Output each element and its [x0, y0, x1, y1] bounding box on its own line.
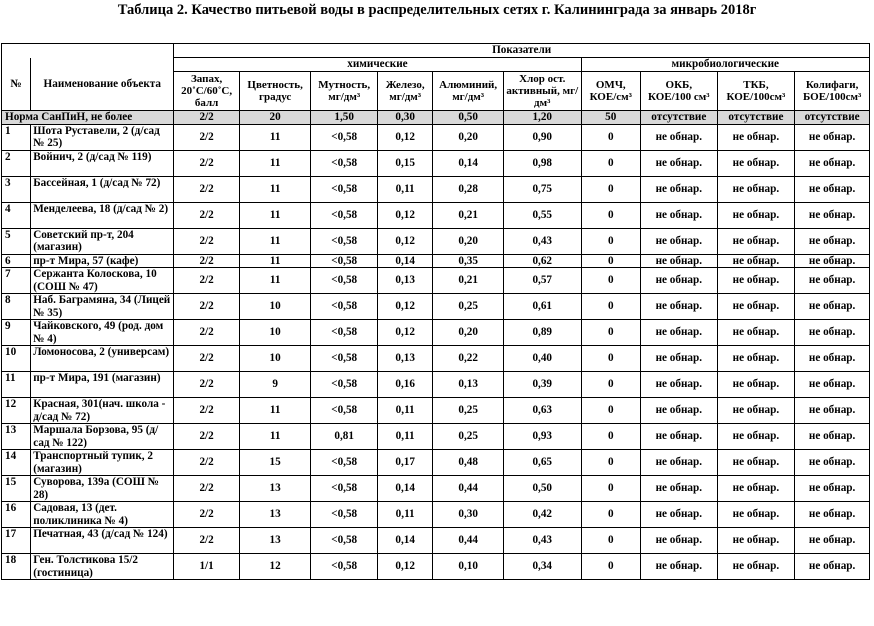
row-number: 12 [2, 398, 31, 424]
object-name: Наб. Баграмяна, 34 (Лицей № 35) [31, 294, 174, 320]
col-header-okb: ОКБ, КОЕ/100 см³ [641, 72, 718, 111]
cell-color: 11 [239, 202, 311, 228]
table-row [2, 268, 870, 294]
cell-aluminum: 0,44 [433, 476, 504, 502]
cell-omch: 0 [581, 294, 640, 320]
cell-odor: 2/2 [174, 502, 240, 528]
cell-chlorine: 0,43 [503, 228, 581, 254]
cell-color: 9 [239, 372, 311, 398]
object-name: Садовая, 13 (дет. поликлиника № 4) [31, 502, 174, 528]
cell-odor: 2/2 [174, 476, 240, 502]
cell-tkb: не обнар. [717, 268, 795, 294]
cell-iron: 0,12 [377, 294, 432, 320]
cell-okb: не обнар. [641, 372, 718, 398]
cell-color: 15 [239, 450, 311, 476]
cell-tkb: не обнар. [717, 124, 795, 150]
cell-aluminum: 0,48 [433, 450, 504, 476]
cell-coliphages: не обнар. [795, 372, 870, 398]
cell-turbidity: <0,58 [311, 254, 378, 268]
row-number: 1 [2, 124, 31, 150]
cell-iron: 0,14 [377, 254, 432, 268]
row-number: 3 [2, 176, 31, 202]
col-header-aluminum: Алюминий, мг/дм³ [433, 72, 504, 111]
cell-color: 11 [239, 254, 311, 268]
cell-omch: 0 [581, 502, 640, 528]
norm-value-iron: 0,30 [377, 111, 432, 125]
object-name: пр-т Мира, 191 (магазин) [31, 372, 174, 398]
table-row [2, 294, 870, 320]
cell-turbidity: <0,58 [311, 398, 378, 424]
cell-odor: 2/2 [174, 228, 240, 254]
cell-okb: не обнар. [641, 124, 718, 150]
cell-okb: не обнар. [641, 450, 718, 476]
cell-coliphages: не обнар. [795, 450, 870, 476]
cell-odor: 2/2 [174, 372, 240, 398]
cell-chlorine: 0,57 [503, 268, 581, 294]
norm-value-chlorine: 1,20 [503, 111, 581, 125]
cell-turbidity: <0,58 [311, 202, 378, 228]
cell-chlorine: 0,55 [503, 202, 581, 228]
cell-aluminum: 0,14 [433, 150, 504, 176]
cell-tkb: не обнар. [717, 320, 795, 346]
cell-omch: 0 [581, 254, 640, 268]
cell-tkb: не обнар. [717, 254, 795, 268]
cell-iron: 0,12 [377, 228, 432, 254]
cell-iron: 0,11 [377, 502, 432, 528]
table-row [2, 228, 870, 254]
cell-odor: 2/2 [174, 320, 240, 346]
cell-iron: 0,15 [377, 150, 432, 176]
cell-coliphages: не обнар. [795, 476, 870, 502]
cell-aluminum: 0,21 [433, 268, 504, 294]
row-number: 4 [2, 202, 31, 228]
cell-coliphages: не обнар. [795, 176, 870, 202]
col-header-coliphages: Колифаги, БОЕ/100см³ [795, 72, 870, 111]
cell-iron: 0,14 [377, 528, 432, 554]
cell-odor: 2/2 [174, 294, 240, 320]
norm-value-aluminum: 0,50 [433, 111, 504, 125]
cell-coliphages: не обнар. [795, 202, 870, 228]
cell-omch: 0 [581, 450, 640, 476]
cell-turbidity: <0,58 [311, 528, 378, 554]
table-row [2, 346, 870, 372]
cell-color: 11 [239, 150, 311, 176]
table-row [2, 528, 870, 554]
cell-omch: 0 [581, 554, 640, 580]
cell-aluminum: 0,20 [433, 320, 504, 346]
cell-chlorine: 0,89 [503, 320, 581, 346]
norm-value-tkb: отсутствие [717, 111, 795, 125]
cell-tkb: не обнар. [717, 476, 795, 502]
cell-odor: 2/2 [174, 268, 240, 294]
cell-iron: 0,12 [377, 202, 432, 228]
cell-aluminum: 0,44 [433, 528, 504, 554]
col-header-color: Цветность, градус [239, 72, 311, 111]
cell-tkb: не обнар. [717, 176, 795, 202]
cell-iron: 0,11 [377, 424, 432, 450]
cell-coliphages: не обнар. [795, 424, 870, 450]
cell-tkb: не обнар. [717, 150, 795, 176]
row-number: 5 [2, 228, 31, 254]
row-number: 8 [2, 294, 31, 320]
object-name: Войнич, 2 (д/сад № 119) [31, 150, 174, 176]
row-number: 17 [2, 528, 31, 554]
cell-coliphages: не обнар. [795, 254, 870, 268]
cell-odor: 2/2 [174, 346, 240, 372]
cell-turbidity: <0,58 [311, 150, 378, 176]
cell-omch: 0 [581, 228, 640, 254]
object-name: Советский пр-т, 204 (магазин) [31, 228, 174, 254]
object-name: Сержанта Колоскова, 10 (СОШ № 47) [31, 268, 174, 294]
object-name: Печатная, 43 (д/сад № 124) [31, 528, 174, 554]
cell-turbidity: <0,58 [311, 502, 378, 528]
cell-aluminum: 0,35 [433, 254, 504, 268]
cell-aluminum: 0,28 [433, 176, 504, 202]
cell-iron: 0,14 [377, 476, 432, 502]
cell-okb: не обнар. [641, 150, 718, 176]
cell-turbidity: <0,58 [311, 228, 378, 254]
norm-value-okb: отсутствие [641, 111, 718, 125]
cell-tkb: не обнар. [717, 424, 795, 450]
cell-iron: 0,13 [377, 346, 432, 372]
cell-coliphages: не обнар. [795, 528, 870, 554]
cell-tkb: не обнар. [717, 294, 795, 320]
cell-chlorine: 0,43 [503, 528, 581, 554]
col-header-iron: Железо, мг/дм³ [377, 72, 432, 111]
cell-omch: 0 [581, 176, 640, 202]
cell-chlorine: 0,61 [503, 294, 581, 320]
cell-color: 13 [239, 502, 311, 528]
table-row [2, 254, 870, 268]
table-row [2, 202, 870, 228]
object-name: Ген. Толстикова 15/2 (гостиница) [31, 554, 174, 580]
cell-odor: 2/2 [174, 528, 240, 554]
cell-aluminum: 0,10 [433, 554, 504, 580]
cell-turbidity: <0,58 [311, 320, 378, 346]
cell-odor: 1/1 [174, 554, 240, 580]
microbiological-header: микробиологические [581, 58, 869, 72]
cell-odor: 2/2 [174, 398, 240, 424]
row-number: 2 [2, 150, 31, 176]
cell-okb: не обнар. [641, 424, 718, 450]
cell-color: 11 [239, 176, 311, 202]
cell-chlorine: 0,63 [503, 398, 581, 424]
cell-turbidity: 0,81 [311, 424, 378, 450]
cell-okb: не обнар. [641, 176, 718, 202]
cell-omch: 0 [581, 346, 640, 372]
cell-omch: 0 [581, 268, 640, 294]
cell-turbidity: <0,58 [311, 176, 378, 202]
cell-okb: не обнар. [641, 202, 718, 228]
cell-chlorine: 0,50 [503, 476, 581, 502]
table-row [2, 176, 870, 202]
cell-odor: 2/2 [174, 254, 240, 268]
col-header-omch: ОМЧ, КОЕ/см³ [581, 72, 640, 111]
cell-odor: 2/2 [174, 202, 240, 228]
cell-color: 11 [239, 424, 311, 450]
page-title: Таблица 2. Качество питьевой воды в распределительных сетях г. Калининграда за январь 2018г [117, 2, 757, 18]
cell-chlorine: 0,40 [503, 346, 581, 372]
cell-coliphages: не обнар. [795, 124, 870, 150]
row-number: 11 [2, 372, 31, 398]
cell-turbidity: <0,58 [311, 294, 378, 320]
cell-color: 10 [239, 320, 311, 346]
cell-color: 11 [239, 228, 311, 254]
cell-omch: 0 [581, 320, 640, 346]
object-name: Маршала Борзова, 95 (д/сад № 122) [31, 424, 174, 450]
cell-tkb: не обнар. [717, 450, 795, 476]
cell-aluminum: 0,22 [433, 346, 504, 372]
cell-aluminum: 0,25 [433, 424, 504, 450]
cell-coliphages: не обнар. [795, 228, 870, 254]
row-number: 15 [2, 476, 31, 502]
cell-okb: не обнар. [641, 320, 718, 346]
cell-okb: не обнар. [641, 346, 718, 372]
cell-turbidity: <0,58 [311, 268, 378, 294]
table-row [2, 424, 870, 450]
col-header-odor: Запах, 20˚С/60˚С, балл [174, 72, 240, 111]
cell-coliphages: не обнар. [795, 502, 870, 528]
object-name: Транспортный тупик, 2 (магазин) [31, 450, 174, 476]
cell-tkb: не обнар. [717, 372, 795, 398]
norm-label: Норма СанПиН, не более [2, 111, 174, 125]
table-row [2, 150, 870, 176]
cell-okb: не обнар. [641, 502, 718, 528]
cell-turbidity: <0,58 [311, 124, 378, 150]
cell-odor: 2/2 [174, 150, 240, 176]
cell-color: 11 [239, 124, 311, 150]
table-row [2, 124, 870, 150]
cell-tkb: не обнар. [717, 502, 795, 528]
object-name: Шота Руставели, 2 (д/сад № 25) [31, 124, 174, 150]
cell-coliphages: не обнар. [795, 150, 870, 176]
cell-okb: не обнар. [641, 254, 718, 268]
cell-okb: не обнар. [641, 528, 718, 554]
cell-turbidity: <0,58 [311, 476, 378, 502]
row-number: 14 [2, 450, 31, 476]
cell-iron: 0,12 [377, 320, 432, 346]
cell-chlorine: 0,42 [503, 502, 581, 528]
table-row [2, 502, 870, 528]
cell-chlorine: 0,65 [503, 450, 581, 476]
cell-color: 10 [239, 294, 311, 320]
cell-turbidity: <0,58 [311, 346, 378, 372]
object-name: Ломоносова, 2 (универсам) [31, 346, 174, 372]
norm-value-turbidity: 1,50 [311, 111, 378, 125]
cell-okb: не обнар. [641, 554, 718, 580]
cell-tkb: не обнар. [717, 202, 795, 228]
object-name: Бассейная, 1 (д/сад № 72) [31, 176, 174, 202]
cell-omch: 0 [581, 372, 640, 398]
cell-okb: не обнар. [641, 268, 718, 294]
cell-odor: 2/2 [174, 450, 240, 476]
row-number: 16 [2, 502, 31, 528]
cell-okb: не обнар. [641, 228, 718, 254]
object-name: Менделеева, 18 (д/сад № 2) [31, 202, 174, 228]
table-row [2, 372, 870, 398]
cell-chlorine: 0,62 [503, 254, 581, 268]
cell-tkb: не обнар. [717, 398, 795, 424]
header-spacer [2, 44, 31, 58]
cell-iron: 0,11 [377, 398, 432, 424]
cell-chlorine: 0,93 [503, 424, 581, 450]
cell-turbidity: <0,58 [311, 372, 378, 398]
row-number: 13 [2, 424, 31, 450]
row-number: 7 [2, 268, 31, 294]
cell-iron: 0,17 [377, 450, 432, 476]
object-name: пр-т Мира, 57 (кафе) [31, 254, 174, 268]
col-header-turbidity: Мутность, мг/дм³ [311, 72, 378, 111]
row-number: 6 [2, 254, 31, 268]
object-header: Наименование объекта [31, 58, 174, 111]
col-header-chlorine: Хлор ост. активный, мг/дм³ [503, 72, 581, 111]
cell-omch: 0 [581, 202, 640, 228]
header-spacer [31, 44, 174, 58]
cell-chlorine: 0,34 [503, 554, 581, 580]
table-row [2, 320, 870, 346]
cell-omch: 0 [581, 476, 640, 502]
cell-chlorine: 0,90 [503, 124, 581, 150]
cell-odor: 2/2 [174, 176, 240, 202]
cell-odor: 2/2 [174, 424, 240, 450]
cell-coliphages: не обнар. [795, 268, 870, 294]
row-number: 9 [2, 320, 31, 346]
cell-aluminum: 0,13 [433, 372, 504, 398]
cell-chlorine: 0,39 [503, 372, 581, 398]
table-row [2, 554, 870, 580]
cell-aluminum: 0,30 [433, 502, 504, 528]
norm-value-omch: 50 [581, 111, 640, 125]
cell-omch: 0 [581, 150, 640, 176]
cell-tkb: не обнар. [717, 528, 795, 554]
cell-omch: 0 [581, 124, 640, 150]
cell-color: 11 [239, 268, 311, 294]
cell-coliphages: не обнар. [795, 320, 870, 346]
cell-odor: 2/2 [174, 124, 240, 150]
cell-okb: не обнар. [641, 294, 718, 320]
cell-iron: 0,12 [377, 124, 432, 150]
cell-coliphages: не обнар. [795, 294, 870, 320]
indicators-header: Показатели [174, 44, 870, 58]
cell-coliphages: не обнар. [795, 346, 870, 372]
cell-okb: не обнар. [641, 398, 718, 424]
cell-coliphages: не обнар. [795, 398, 870, 424]
cell-iron: 0,11 [377, 176, 432, 202]
cell-iron: 0,12 [377, 554, 432, 580]
cell-omch: 0 [581, 398, 640, 424]
cell-tkb: не обнар. [717, 228, 795, 254]
cell-coliphages: не обнар. [795, 554, 870, 580]
object-name: Суворова, 139а (СОШ № 28) [31, 476, 174, 502]
norm-value-coliphages: отсутствие [795, 111, 870, 125]
cell-aluminum: 0,25 [433, 398, 504, 424]
cell-chlorine: 0,75 [503, 176, 581, 202]
norm-value-odor: 2/2 [174, 111, 240, 125]
cell-turbidity: <0,58 [311, 450, 378, 476]
cell-turbidity: <0,58 [311, 554, 378, 580]
cell-iron: 0,16 [377, 372, 432, 398]
chemical-header: химические [174, 58, 581, 72]
cell-iron: 0,13 [377, 268, 432, 294]
water-quality-table [1, 43, 870, 580]
cell-tkb: не обнар. [717, 346, 795, 372]
cell-aluminum: 0,21 [433, 202, 504, 228]
cell-omch: 0 [581, 424, 640, 450]
norm-value-color: 20 [239, 111, 311, 125]
object-name: Чайковского, 49 (род. дом № 4) [31, 320, 174, 346]
cell-aluminum: 0,20 [433, 124, 504, 150]
table-row [2, 476, 870, 502]
cell-color: 10 [239, 346, 311, 372]
cell-aluminum: 0,25 [433, 294, 504, 320]
cell-tkb: не обнар. [717, 554, 795, 580]
table-row [2, 450, 870, 476]
row-number: 18 [2, 554, 31, 580]
cell-color: 11 [239, 398, 311, 424]
cell-color: 13 [239, 476, 311, 502]
cell-chlorine: 0,98 [503, 150, 581, 176]
cell-color: 13 [239, 528, 311, 554]
object-name: Красная, 301(нач. школа - д/сад № 72) [31, 398, 174, 424]
num-header: № [2, 58, 31, 111]
cell-color: 12 [239, 554, 311, 580]
col-header-tkb: ТКБ, КОЕ/100см³ [717, 72, 795, 111]
cell-omch: 0 [581, 528, 640, 554]
table-row [2, 398, 870, 424]
cell-okb: не обнар. [641, 476, 718, 502]
cell-aluminum: 0,20 [433, 228, 504, 254]
row-number: 10 [2, 346, 31, 372]
